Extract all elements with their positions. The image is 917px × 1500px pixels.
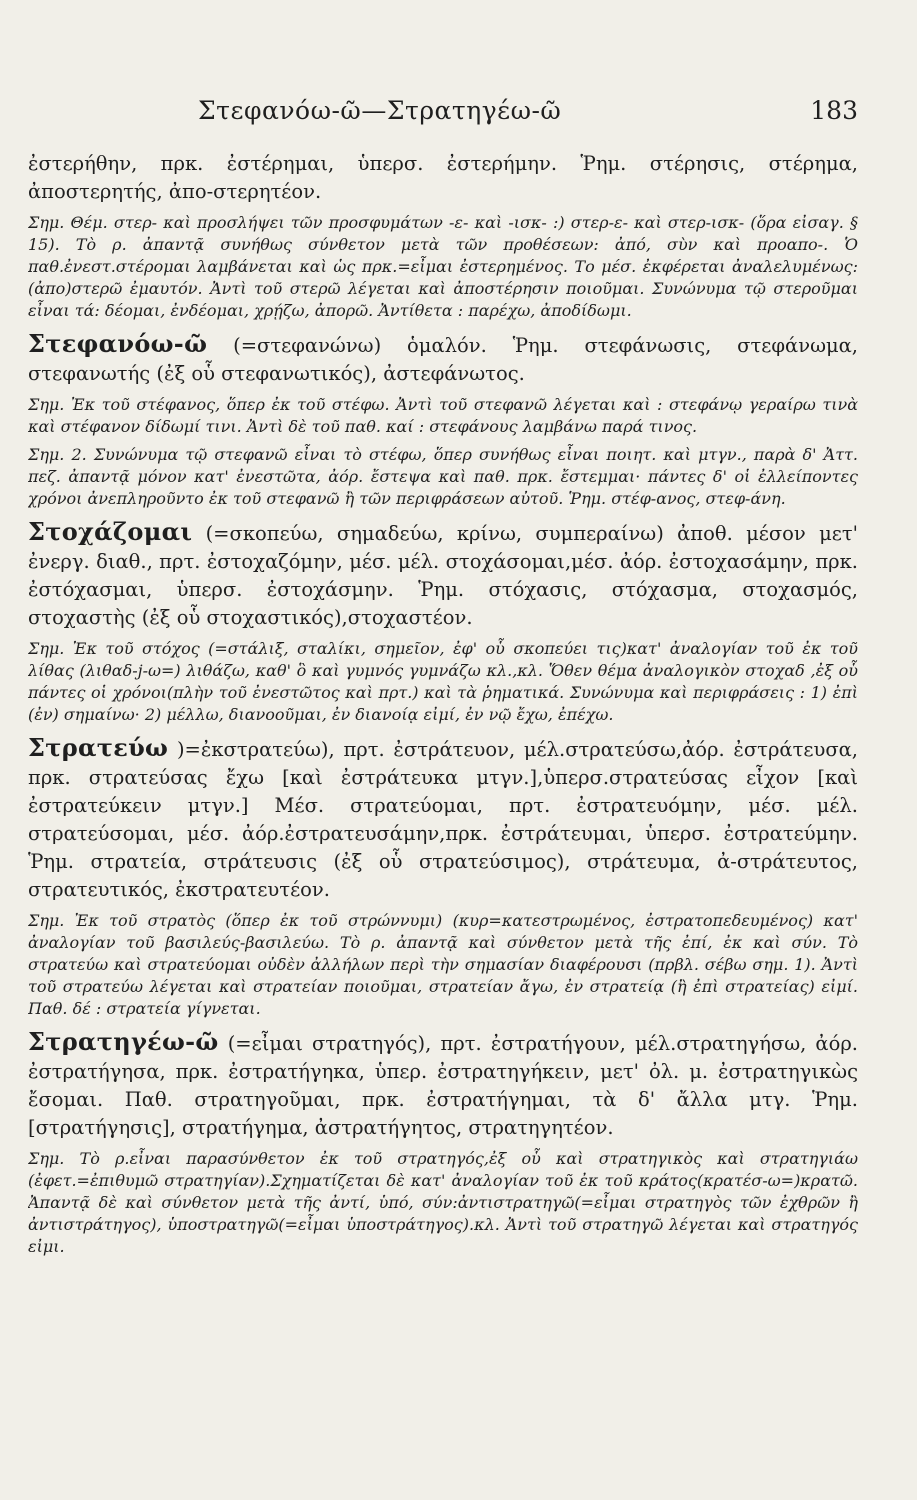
entry-body: (=σκοπεύω, σημαδεύω, κρίνω, συμπεραίνω) ἀποθ. μέσον μετ' ἐνεργ. διαθ., πρτ. ἐστοχαζόμην, μέσ. μέλ. στοχάσομαι,μέσ. ἀόρ. ἐστοχασάμην, πρκ. ἐστόχασμαι, ὑπερσ. ἐστοχάσμην. Ῥημ. στόχασις, στόχασμα, στοχασμός, στοχαστὴς (ἐξ οὗ στοχαστικός),στοχαστέον. — [28, 522, 858, 629]
running-title: Στεφανόω-ῶ—Στρατηγέω-ῶ — [198, 96, 562, 125]
note-paragraph: Σημ. Ἐκ τοῦ στόχος (=στάλιξ, σταλίκι, σημεῖον, ἐφ' οὗ σκοπεύει τις)κατ' ἀναλογίαν τοῦ ἐκ τοῦ λίθας (λιθαδ-j-ω=) λιθάζω, καθ' ὃ καὶ γυμνός γυμνάζω κλ.,κλ. Ὅθεν θέμα ἀναλογικὸν στοχαδ ,ἐξ οὗ πάντες οἱ χρόνοι(πλὴν τοῦ ἐνεστῶτος καὶ πρτ.) καὶ τὰ ῥηματικά. Συνώνυμα καὶ περιφράσεις : 1) ἐπὶ (ἐν) σημαίνω· 2) μέλλω, διανοοῦμαι, ἐν διανοίᾳ εἰμί, ἐν νῷ ἔχω, ἐπέχω. — [28, 639, 858, 724]
document-page — [28, 96, 858, 1481]
entry-body: (=εἶμαι στρατηγός), πρτ. ἐστρατήγουν, μέλ.στρατηγήσω, ἀόρ. ἐστρατήγησα, πρκ. ἐστρατήγηκα, ὑπερ. ἐστρατηγήκειν, μετ' ὀλ. μ. ἐστρατηγικὼς ἔσομαι. Παθ. στρατηγοῦμαι, πρκ. ἐστρατήγημαι, τὰ δ' ἄλλα μτγ. Ῥημ. [στρατήγησις], στρατήγημα, ἀστρατήγητος, στρατηγητέον. — [28, 1032, 858, 1139]
entry-lemma: Στρατεύω — [28, 733, 169, 762]
page-header — [28, 96, 858, 136]
note-paragraph: Σημ. Ἐκ τοῦ στρατὸς (ὅπερ ἐκ τοῦ στρώννυμι) (κυρ=κατεστρωμένος, ἐστρατοπεδευμένος) κατ' ἀναλογίαν τοῦ βασιλεύς-βασιλεύω. Τὸ ρ. ἀπαντᾷ καὶ σύνθετον μετὰ τῆς ἐπί, ἐκ καὶ σύν. Τὸ στρατεύω καὶ στρατεύομαι οὐδὲν ἀλλήλων περὶ τὴν σημασίαν διαφέρουσι (πρβλ. σέβω σημ. 1). Ἀντὶ τοῦ στρατεύω λέγεται καὶ στρατείαν ποιοῦμαι, στρατείαν ἄγω, ἐν στρατείᾳ (ἢ ἐπὶ στρατείας) εἰμί. Παθ. δέ : στρατεία γίγνεται. — [28, 911, 858, 1018]
entry-body: )=ἐκστρατεύω), πρτ. ἐστράτευον, μέλ.στρατεύσω,ἀόρ. ἐστράτευσα, πρκ. στρατεύσας ἔχω [καὶ ἐστράτευκα μτγν.],ὑπερσ.στρατεύσας εἶχον [καὶ ἐστρατεύκειν μτγν.] Μέσ. στρατεύομαι, πρτ. ἐστρατευόμην, μέσ. μέλ. στρατεύσομαι, μέσ. ἀόρ.ἐστρατευσάμην,πρκ. ἐστράτευμαι, ὑπερσ. ἐστρατεύμην. Ῥημ. στρατεία, στράτευσις (ἐξ οὗ στρατεύσιμος), στράτευμα, ἀ-στράτευτος, στρατευτικός, ἐκστρατευτέον. — [28, 738, 858, 901]
entry-lemma: Στεφανόω-ῶ — [28, 329, 208, 358]
dictionary-entry — [28, 734, 858, 904]
entry-lemma: Στρατηγέω-ῶ — [28, 1027, 219, 1056]
dictionary-entry — [28, 518, 858, 632]
note-paragraph: Σημ. 2. Συνώνυμα τῷ στεφανῶ εἶναι τὸ στέφω, ὅπερ συνήθως εἶναι ποιητ. καὶ μτγν., παρὰ δ' Ἀττ. πεζ. ἀπαντᾷ μόνον κατ' ἐνεστῶτα, ἀόρ. ἔστεψα καὶ παθ. πρκ. ἔστεμμαι· πάντες δ' οἱ ἐλλείποντες χρόνοι ἀνεπληροῦντο ἐκ τοῦ στεφανῶ ἢ τῶν περιφράσεων αὐτοῦ. Ῥημ. στέφ-ανος, στεφ-άνη. — [28, 445, 858, 508]
page-number: 183 — [810, 96, 858, 125]
note-paragraph: Σημ. Ἐκ τοῦ στέφανος, ὅπερ ἐκ τοῦ στέφω. Ἀντὶ τοῦ στεφανῶ λέγεται καὶ : στεφάνῳ γεραίρω τινὰ καὶ στέφανον δίδωμί τινι. Ἀντὶ δὲ τοῦ παθ. καί : στεφάνους λαμβάνω παρά τινος. — [28, 395, 858, 436]
entry-lemma: Στοχάζομαι — [28, 517, 193, 546]
entry-body: (=στεφανώνω) ὁμαλόν. Ῥημ. στεφάνωσις, στεφάνωμα, στεφανωτής (ἐξ οὗ στεφανωτικός), ἀστεφάνωτος. — [28, 334, 858, 385]
dictionary-entry — [28, 1028, 858, 1142]
note-paragraph: Σημ. Τὸ ρ.εἶναι παρασύνθετον ἐκ τοῦ στρατηγός,ἐξ οὗ καὶ στρατηγικὸς καὶ στρατηγιάω (ἐφετ.=ἐπιθυμῶ στρατηγίαν).Σχηματίζεται δὲ κατ' ἀναλογίαν τοῦ ἐκ τοῦ κράτος(κρατέσ-ω=)κρατῶ. Ἀπαντᾷ δὲ καὶ σύνθετον μετὰ τῆς ἀντί, ὑπό, σύν:ἀντιστρατηγῶ(=εἶμαι στρατηγὸς τῶν ἐχθρῶν ἢ ἀντιστράτηγος), ὑποστρατηγῶ(=εἶμαι ὑποστράτηγος).κλ. Ἀντὶ τοῦ στρατηγῶ λέγεται καὶ στρατηγός εἰμι. — [28, 1149, 858, 1256]
paragraph-continuation: ἐστερήθην, πρκ. ἐστέρημαι, ὑπερσ. ἐστερήμην. Ῥημ. στέρησις, στέρημα, ἀποστερητής, ἀπο-στερητέον. — [28, 152, 858, 203]
dictionary-entry — [28, 330, 858, 388]
note-paragraph: Σημ. Θέμ. στερ- καὶ προσλήψει τῶν προσφυμάτων -ε- καὶ -ισκ- :) στερ-ε- καὶ στερ-ισκ- (ὅρα εἰσαγ. § 15). Τὸ ρ. ἀπαντᾷ συνήθως σύνθετον μετὰ τῶν προθέσεων: ἀπό, σὺν καὶ προαπο-. Ὁ παθ.ἐνεστ.στέρομαι λαμβάνεται καὶ ὡς πρκ.=εἶμαι ἐστερημένος. Το μέσ. ἐκφέρεται ἀναλελυμένως: (ἀπο)στερῶ ἐμαυτόν. Ἀντὶ τοῦ στερῶ λέγεται καὶ ἀποστέρησιν ποιοῦμαι. Συνώνυμα τῷ στεροῦμαι εἶναι τά: δέομαι, ἐνδέομαι, χρῄζω, ἀπορῶ. Ἀντίθετα : παρέχω, ἀποδίδωμι. — [28, 213, 858, 320]
